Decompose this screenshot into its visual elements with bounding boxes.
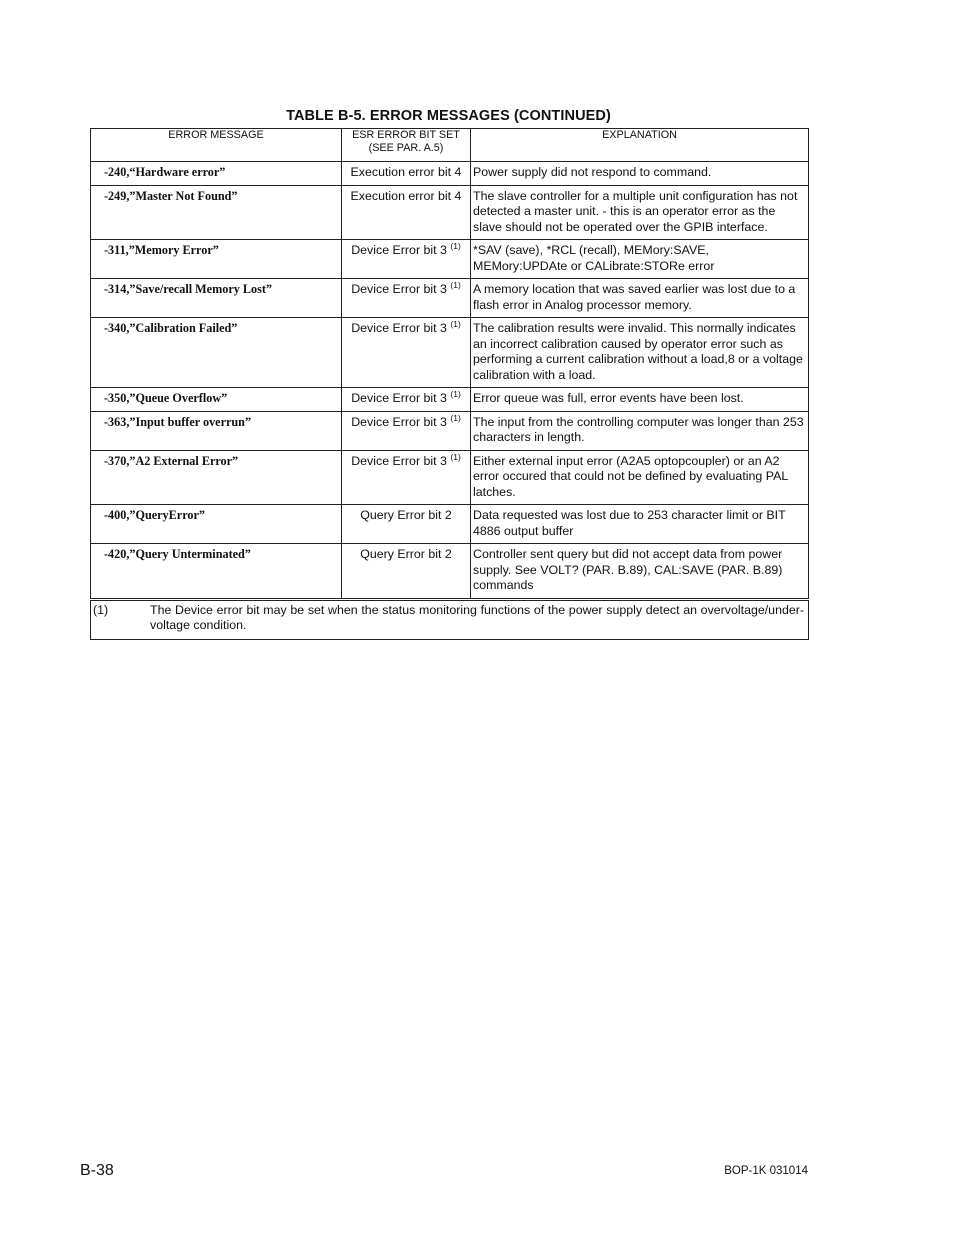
- table-row: [91, 240, 809, 279]
- footnote-number: (1): [93, 602, 109, 617]
- error-message-cell: -420,”Query Unterminated”: [91, 544, 342, 600]
- table-row: [91, 450, 809, 505]
- explanation-cell: *SAV (save), *RCL (recall), MEMory:SAVE, MEMory:UPDAte or CALibrate:STORe error: [471, 240, 809, 279]
- document-id: BOP-1K 031014: [724, 1165, 808, 1177]
- esr-bit-cell: [342, 279, 471, 318]
- explanation-cell: Power supply did not respond to command.: [471, 162, 809, 186]
- esr-bit-text: Device Error bit 3: [351, 321, 447, 335]
- table-row: [91, 544, 809, 600]
- header-esr-line1: ESR ERROR BIT SET: [352, 129, 460, 141]
- error-message-cell: -314,”Save/recall Memory Lost”: [91, 279, 342, 318]
- esr-bit-text: Device Error bit 3: [351, 414, 447, 429]
- explanation-cell: Data requested was lost due to 253 character limit or BIT 4886 output buffer: [471, 505, 809, 544]
- page-number: B-38: [80, 1162, 114, 1179]
- footnote-cell: [91, 599, 809, 639]
- esr-bit-cell: [342, 505, 471, 544]
- esr-bit-text: Execution error bit 4: [350, 165, 462, 179]
- esr-bit-text: Device Error bit 3: [351, 453, 447, 468]
- esr-bit-text: Query Error bit 2: [360, 508, 452, 522]
- esr-bit-cell: [342, 450, 471, 505]
- header-explanation: EXPLANATION: [471, 129, 809, 162]
- table-header-row: [91, 129, 809, 162]
- error-message-cell: -400,”QueryError”: [91, 505, 342, 544]
- explanation-cell: The calibration results were invalid. This normally indicates an incorrect calibration caused by operator error such as performing a current calibration without a load,8 or a voltage calibration with a load.: [471, 318, 809, 388]
- esr-bit-text: Query Error bit 2: [360, 547, 452, 561]
- footnote-text: The Device error bit may be set when the status monitoring functions of the power supply detect an overvoltage/under-voltage condition.: [150, 602, 804, 632]
- explanation-cell: Either external input error (A2A5 optopcoupler) or an A2 error occured that could not be defined by evaluating PAL latches.: [471, 450, 809, 505]
- footnote-ref: (1): [450, 389, 461, 399]
- footnote-ref: (1): [450, 280, 461, 290]
- error-message-cell: -340,”Calibration Failed”: [91, 318, 342, 388]
- error-messages-table: [90, 128, 809, 640]
- esr-bit-cell: [342, 240, 471, 279]
- esr-bit-text: Device Error bit 3: [351, 391, 447, 405]
- esr-bit-text: Device Error bit 3: [351, 243, 447, 257]
- footnote-ref: (1): [450, 451, 461, 462]
- header-esr-error-bit: [342, 129, 471, 162]
- table-row: [91, 185, 809, 240]
- explanation-cell: The slave controller for a multiple unit configuration has not detected a master unit. - this is an operator error as the slave should not be operated over the GPIB interface.: [471, 185, 809, 240]
- table-title: TABLE B-5. ERROR MESSAGES (CONTINUED): [286, 108, 611, 124]
- table-row: [91, 162, 809, 186]
- explanation-cell: A memory location that was saved earlier was lost due to a flash error in Analog processor memory.: [471, 279, 809, 318]
- esr-bit-text: Execution error bit 4: [350, 188, 462, 203]
- table-row: [91, 411, 809, 450]
- error-message-cell: -370,”A2 External Error”: [91, 450, 342, 505]
- esr-bit-text: Device Error bit 3: [351, 282, 447, 296]
- header-esr-line2: (SEE PAR. A.5): [368, 141, 444, 154]
- explanation-cell: Controller sent query but did not accept data from power supply. See VOLT? (PAR. B.89), CAL:SAVE (PAR. B.89) commands: [471, 544, 809, 600]
- error-message-cell: -311,”Memory Error”: [91, 240, 342, 279]
- footnote-ref: (1): [450, 319, 461, 329]
- explanation-cell: Error queue was full, error events have been lost.: [471, 388, 809, 412]
- error-message-cell: -363,”Input buffer overrun”: [91, 411, 342, 450]
- esr-bit-cell: [342, 388, 471, 412]
- table-row: [91, 505, 809, 544]
- esr-bit-cell: [342, 544, 471, 600]
- footnote-ref: (1): [450, 241, 461, 251]
- table-row: [91, 318, 809, 388]
- esr-bit-cell: [342, 185, 471, 240]
- explanation-cell: The input from the controlling computer was longer than 253 characters in length.: [471, 411, 809, 450]
- error-message-cell: -249,”Master Not Found”: [91, 185, 342, 240]
- header-error-message: ERROR MESSAGE: [91, 129, 342, 162]
- esr-bit-cell: [342, 318, 471, 388]
- footnote-ref: (1): [450, 412, 461, 423]
- table-row: [91, 279, 809, 318]
- esr-bit-cell: [342, 162, 471, 186]
- footnote-row: [91, 599, 809, 639]
- error-message-cell: -350,”Queue Overflow”: [91, 388, 342, 412]
- error-message-cell: -240,“Hardware error”: [91, 162, 342, 186]
- table-row: [91, 388, 809, 412]
- esr-bit-cell: [342, 411, 471, 450]
